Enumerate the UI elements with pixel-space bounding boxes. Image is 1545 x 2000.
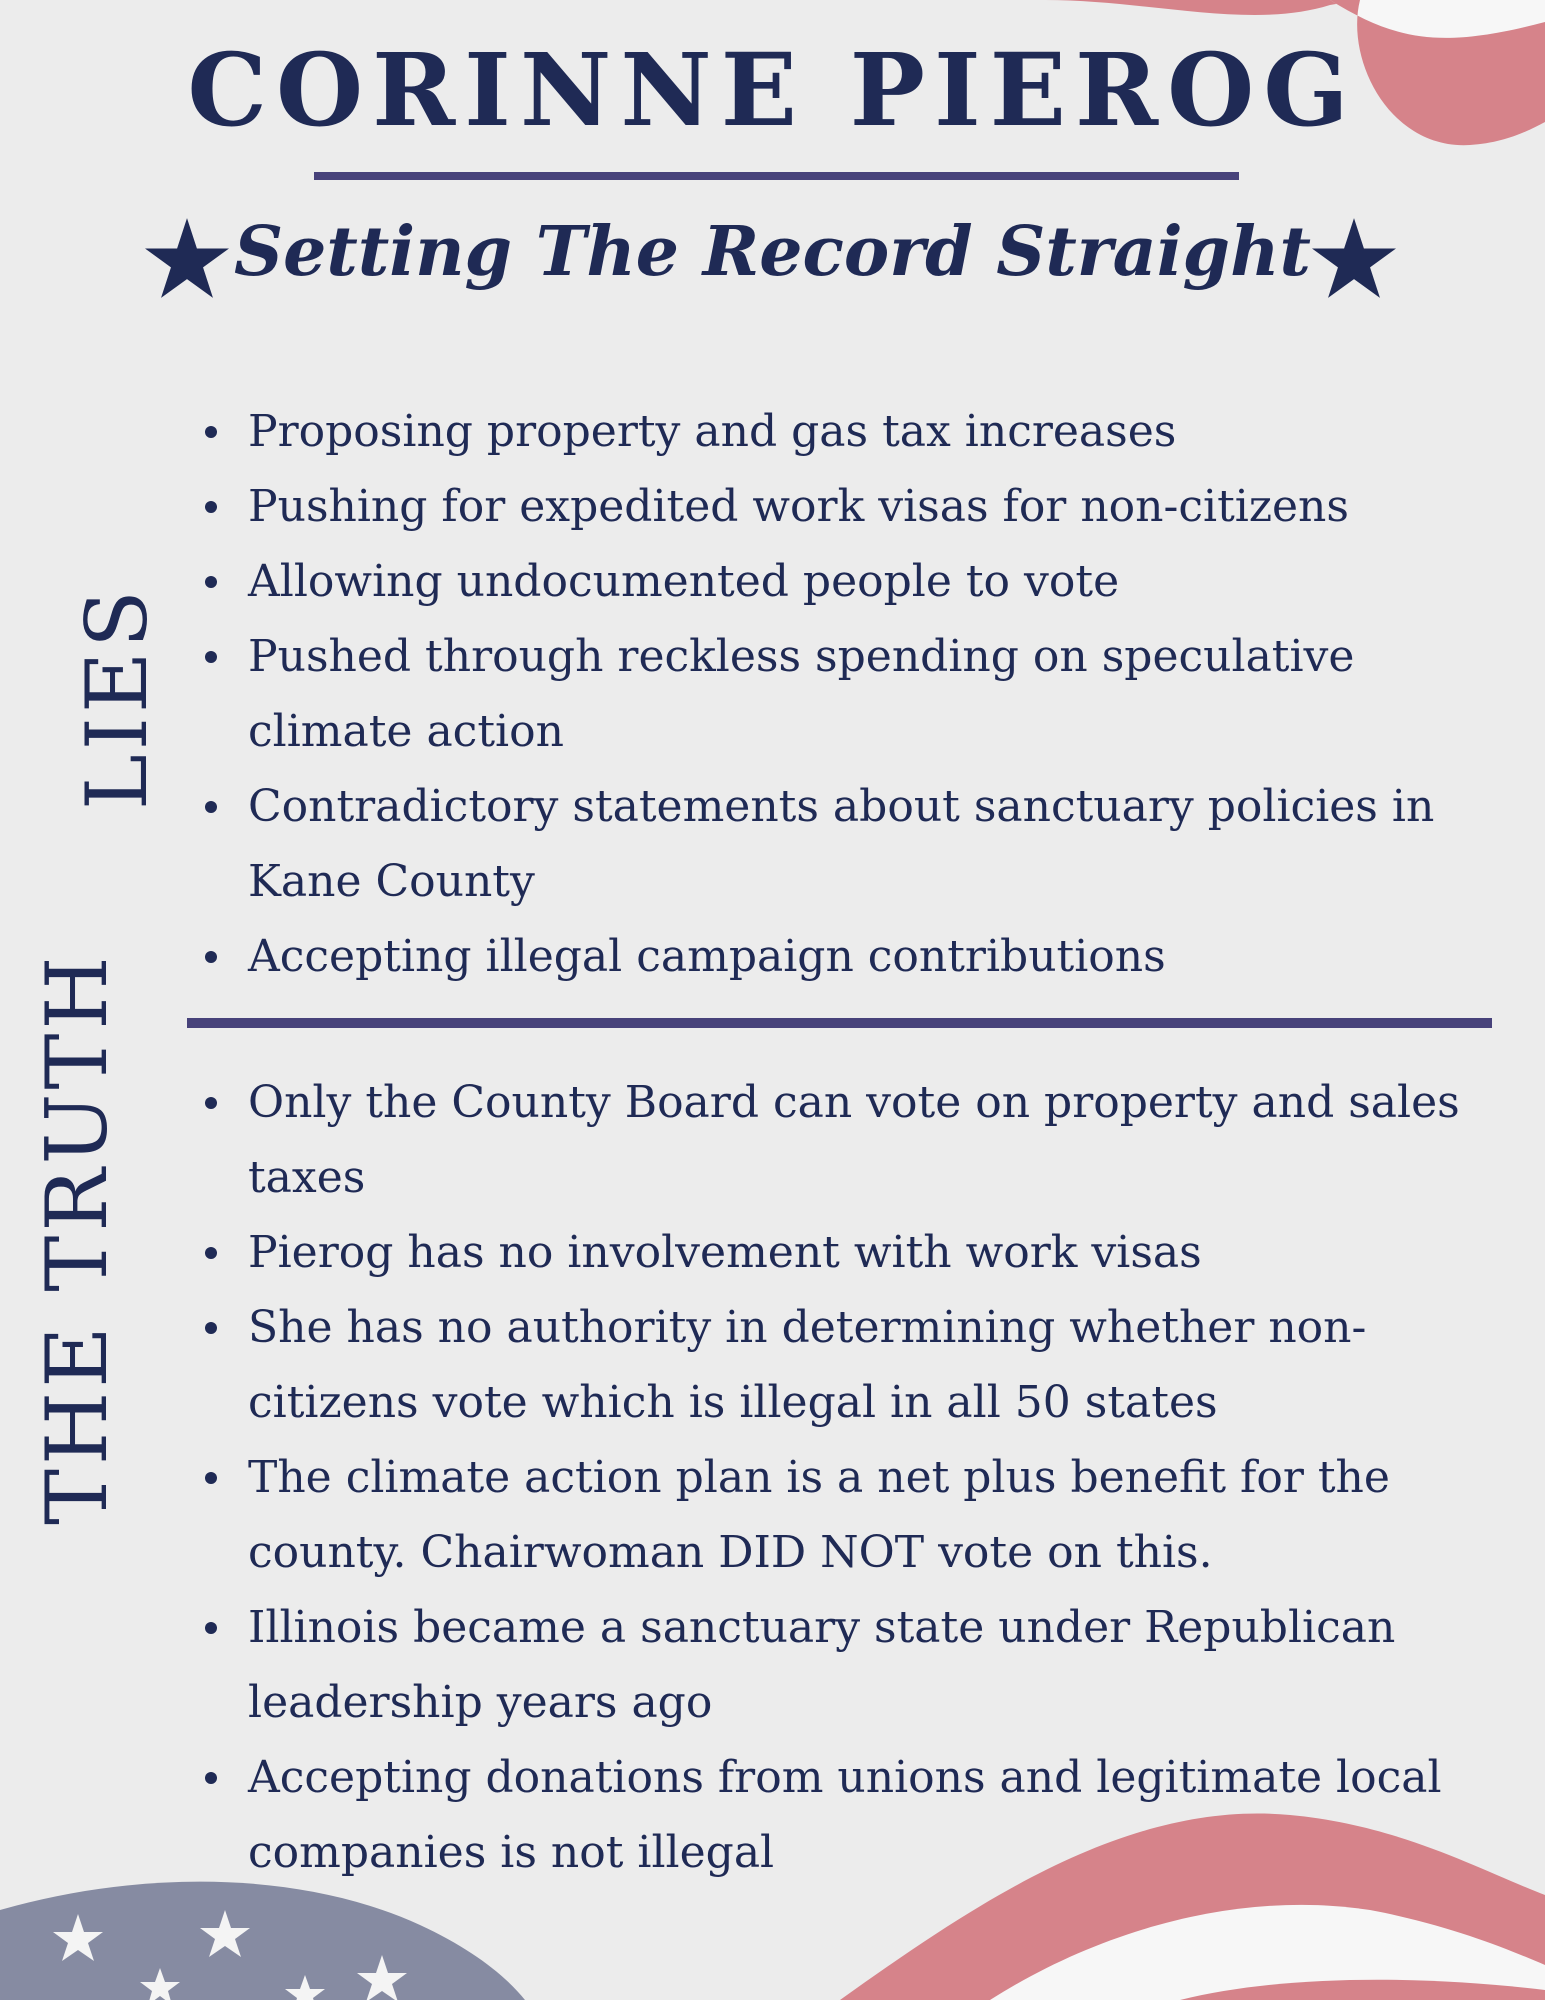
list-item: Proposing property and gas tax increases [195,394,1485,469]
subtitle-row [0,210,1545,310]
list-item: Accepting donations from unions and legitimate local companies is not illegal [195,1740,1485,1890]
list-item: Accepting illegal campaign contributions [195,919,1485,994]
list-item: Pushing for expedited work visas for non-citizens [195,469,1485,544]
list-item: Only the County Board can vote on property and sales taxes [195,1065,1485,1215]
list-item: She has no authority in determining whether non-citizens vote which is illegal in all 50 states [195,1290,1485,1440]
list-item: The climate action plan is a net plus benefit for the county. Chairwoman DID NOT vote on this. [195,1440,1485,1590]
top-right-stripe [1045,0,1360,15]
title-divider [314,172,1239,180]
list-item: Allowing undocumented people to vote [195,544,1485,619]
list-item: Pushed through reckless spending on speculative climate action [195,619,1485,769]
truth-label: THE TRUTH [28,952,126,1525]
list-item: Pierog has no involvement with work visas [195,1215,1485,1290]
truth-list [195,1065,1485,1890]
section-divider [187,1018,1492,1028]
list-item: Illinois became a sanctuary state under Republican leadership years ago [195,1590,1485,1740]
subtitle: Setting The Record Straight [234,212,1311,292]
star-icon [1312,218,1396,298]
list-item: Contradictory statements about sanctuary policies in Kane County [195,769,1485,919]
lies-label: LIES [68,586,166,810]
lies-list [195,394,1485,994]
page-title: CORINNE PIEROG [187,31,1358,149]
